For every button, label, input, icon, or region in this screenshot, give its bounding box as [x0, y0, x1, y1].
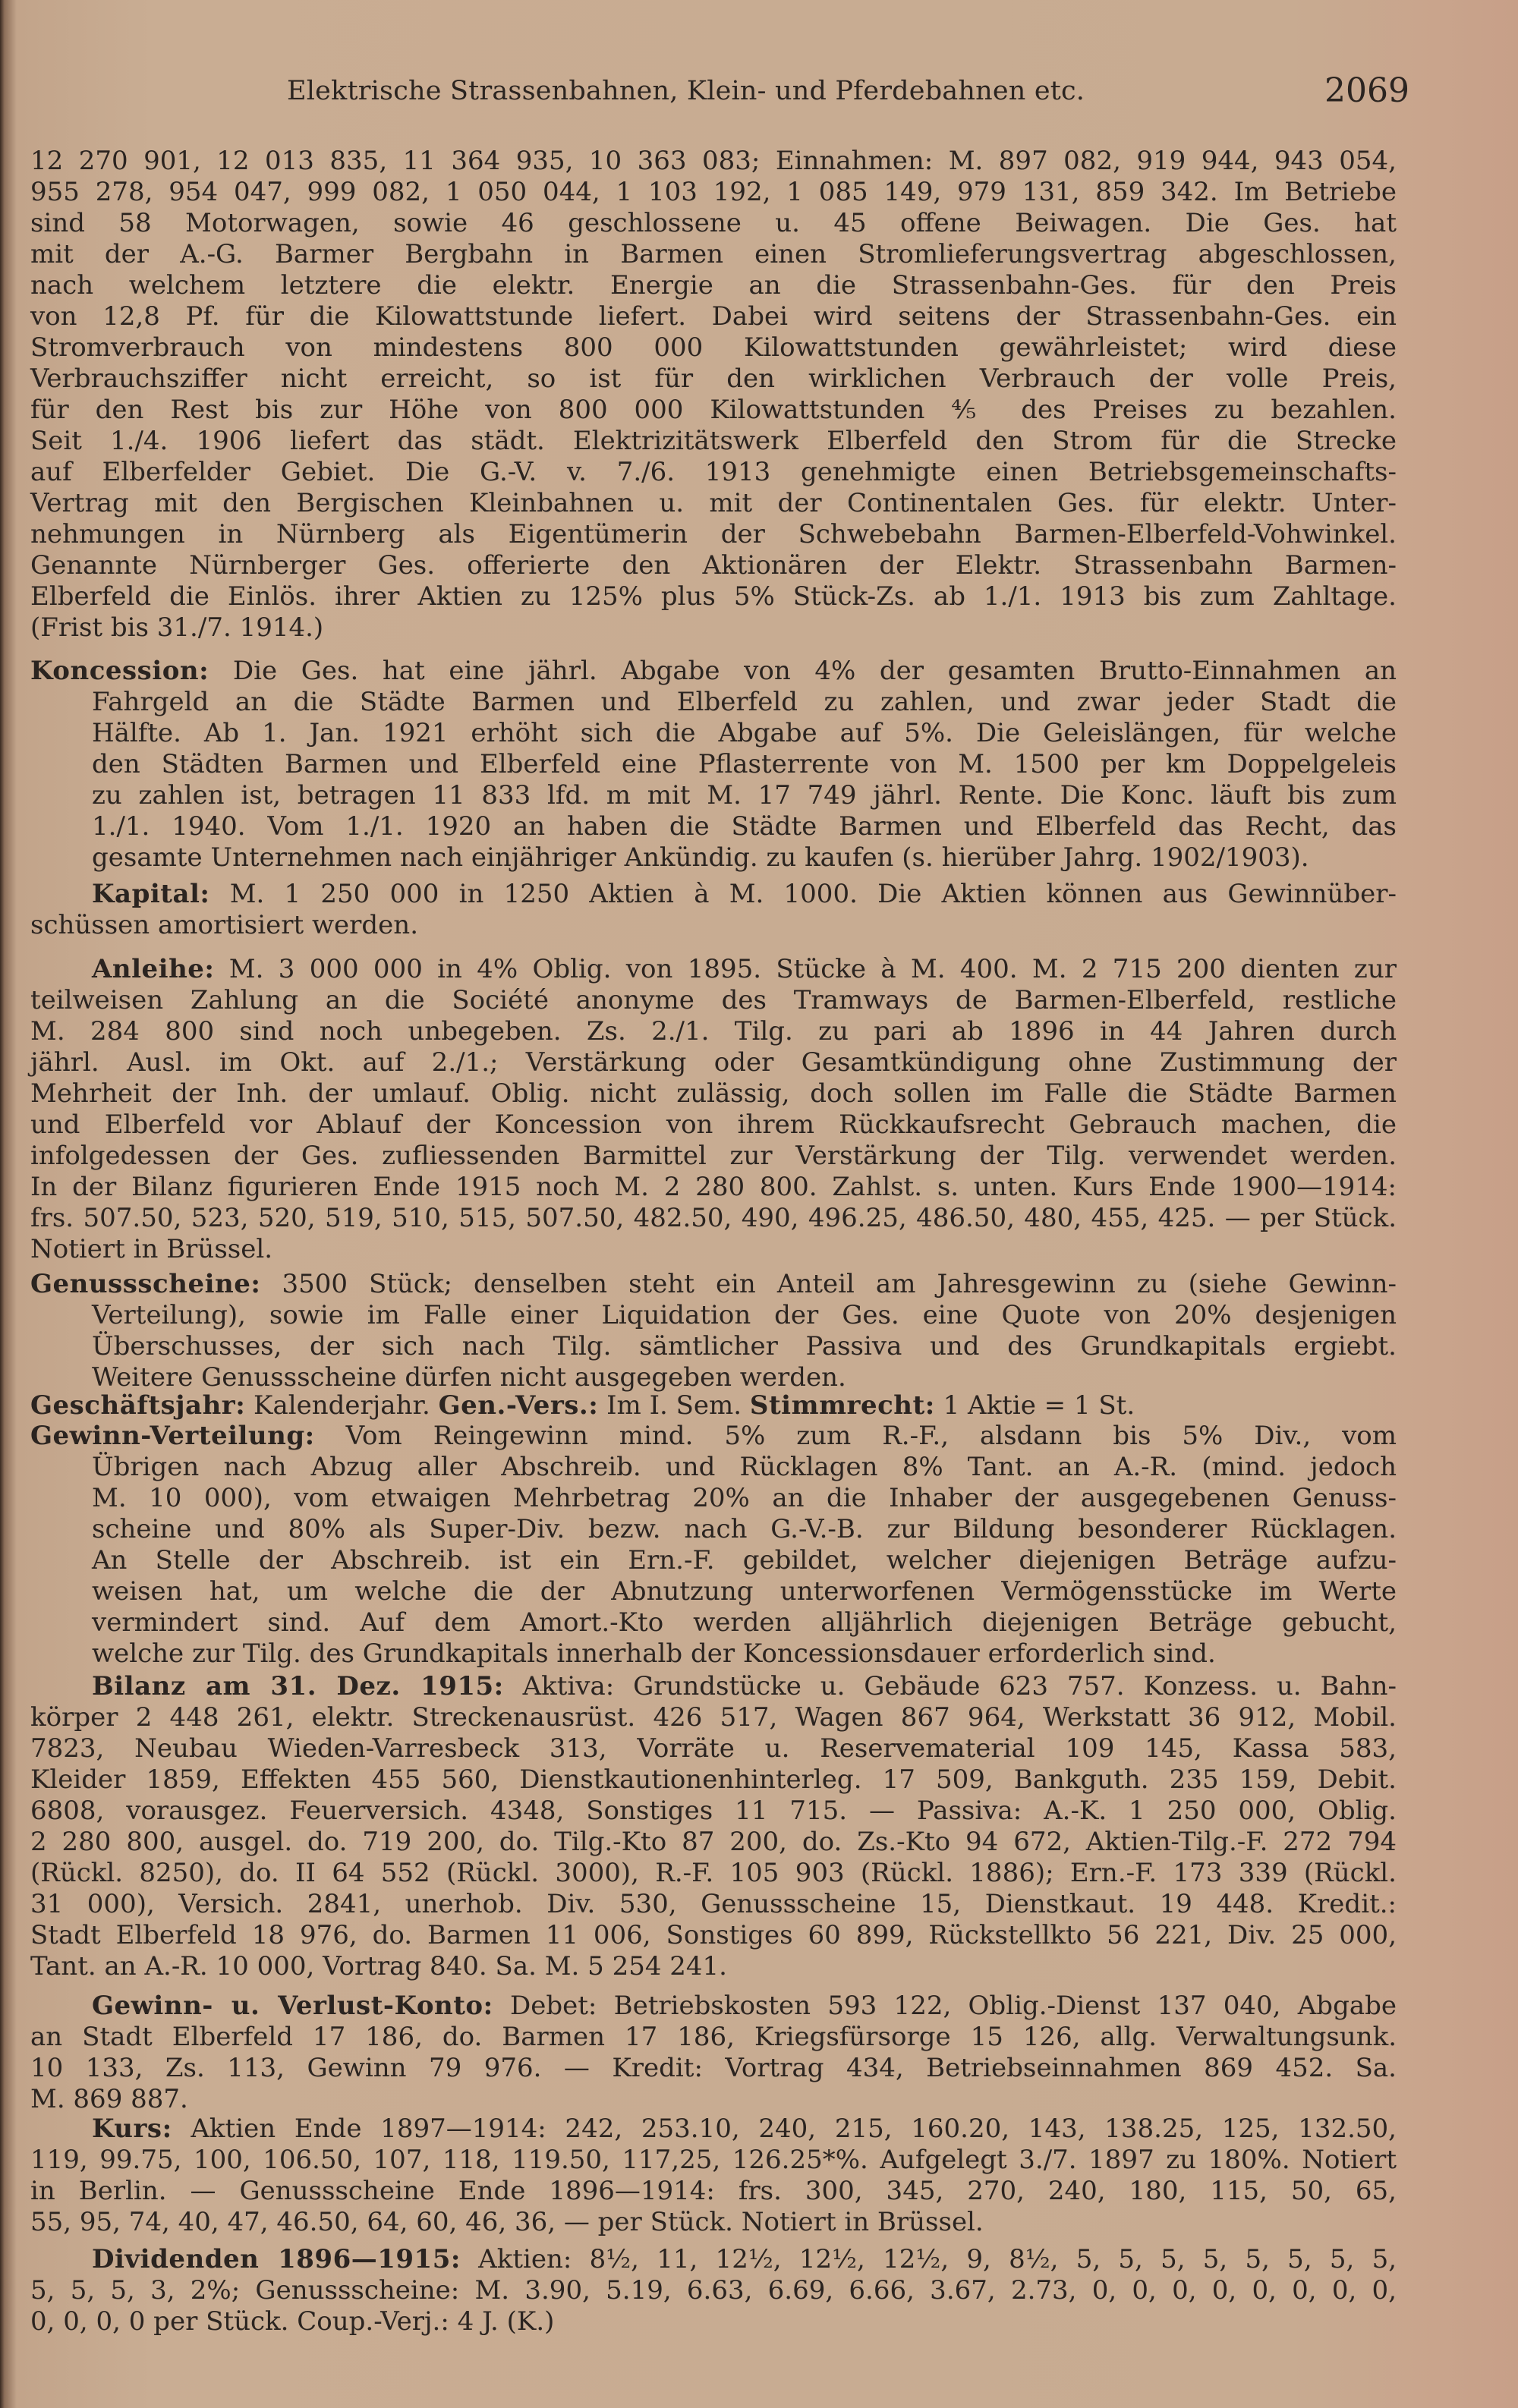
text-line [92, 718, 1397, 749]
text-line [30, 2207, 1397, 2238]
text-line [92, 954, 1397, 985]
section-label: Geschäftsjahr: [30, 1390, 246, 1421]
text-line [30, 332, 1397, 364]
text-line [30, 2145, 1397, 2176]
text-line [92, 1362, 1397, 1393]
text-run: von 12,8 Pf. für die Kilowattstunde liefert. Dabei wird seitens der Strassenbahn-Ges. ein [30, 301, 1397, 332]
text-line [92, 811, 1397, 842]
text-line [30, 1920, 1397, 1951]
text-run: 3500 Stück; denselben steht ein Anteil am Jahresgewinn zu (siehe Gewinn- [260, 1269, 1397, 1299]
text-run: 1 Aktie = 1 St. [934, 1390, 1135, 1421]
text-line [30, 1827, 1397, 1858]
text-run: In der Bilanz figurieren Ende 1915 noch M. 2 280 800. Zahlst. s. unten. Kurs Ende 1900—1914: [30, 1172, 1397, 1202]
text-line [30, 2306, 1397, 2337]
text-run: 10 133, Zs. 113, Gewinn 79 976. — Kredit: Vortrag 434, Betriebseinnahmen 869 452. Sa. [30, 2053, 1397, 2083]
text-line [92, 2244, 1397, 2275]
text-run: Vertrag mit den Bergischen Kleinbahnen u. mit der Continentalen Ges. für elektr. Unter- [30, 488, 1397, 518]
text-line [30, 2176, 1397, 2207]
section-label: Gen.-Vers.: [438, 1390, 599, 1421]
text-line [30, 1269, 1397, 1300]
page-number: 2069 [1324, 71, 1409, 110]
text-run: M. 3 000 000 in 4% Oblig. von 1895. Stücke à M. 400. M. 2 715 200 dienten zur [214, 954, 1397, 984]
text-run: Notiert in Brüssel. [30, 1234, 273, 1264]
text-run: Weitere Genussscheine dürfen nicht ausgegeben werden. [92, 1362, 846, 1393]
text-run: 1./1. 1940. Vom 1./1. 1920 an haben die Städte Barmen und Elberfeld das Recht, das [92, 811, 1397, 842]
text-run: Verteilung), sowie im Falle einer Liquidation der Ges. eine Quote von 20% desjenigen [92, 1300, 1397, 1330]
text-run: schüssen amortisiert werden. [30, 910, 419, 940]
text-line [30, 985, 1397, 1016]
section-label: Stimmrecht: [749, 1390, 935, 1421]
section-label: Gewinn-Verteilung: [30, 1421, 315, 1451]
text-run: frs. 507.50, 523, 520, 519, 510, 515, 507.50, 482.50, 490, 496.25, 486.50, 480, 455, 425. — per Stück. [30, 1203, 1397, 1233]
text-line [30, 364, 1397, 395]
text-run: Seit 1./4. 1906 liefert das städt. Elektrizitätswerk Elberfeld den Strom für die Strecke [30, 426, 1397, 456]
text-run: infolgedessen der Ges. zufliessenden Barmittel zur Verstärkung der Tilg. verwendet werden. [30, 1141, 1397, 1171]
text-run: Aktiva: Grundstücke u. Gebäude 623 757. Konzess. u. Bahn- [503, 1671, 1397, 1701]
kapital-paragraph [30, 879, 1397, 941]
text-line [92, 1576, 1397, 1607]
text-line [30, 550, 1397, 581]
text-run: den Städten Barmen und Elberfeld eine Pflasterrente von M. 1500 per km Doppelgeleis [92, 749, 1397, 779]
text-run: nehmungen in Nürnberg als Eigentümerin der Schwebebahn Barmen-Elberfeld-Vohwinkel. [30, 519, 1397, 549]
text-line [92, 1545, 1397, 1576]
section-label: Anleihe: [92, 954, 215, 984]
text-run: Debet: Betriebskosten 593 122, Oblig.-Dienst 137 040, Abgabe [493, 1991, 1397, 2021]
text-run: 2 280 800, ausgel. do. 719 200, do. Tilg.-Kto 87 200, do. Zs.-Kto 94 672, Aktien-Tilg.-F. 272 794 [30, 1827, 1397, 1857]
text-line [92, 879, 1397, 910]
text-line [92, 1514, 1397, 1545]
text-run: 55, 95, 74, 40, 47, 46.50, 64, 60, 46, 36, — per Stück. Notiert in Brüssel. [30, 2207, 984, 2237]
text-run: Elberfeld die Einlös. ihrer Aktien zu 125% plus 5% Stück-Zs. ab 1./1. 1913 bis zum Zahltage. [30, 581, 1397, 612]
text-run: für den Rest bis zur Höhe von 800 000 Kilowattstunden ⅘ des Preises zu bezahlen. [30, 395, 1397, 425]
text-line [92, 842, 1397, 873]
text-line [30, 1951, 1397, 1982]
text-run: 119, 99.75, 100, 106.50, 107, 118, 119.50, 117,25, 126.25*%. Aufgelegt 3./7. 1897 zu 180%. Notiert [30, 2145, 1397, 2175]
bilanz-paragraph [30, 1671, 1397, 1982]
text-line [30, 146, 1397, 177]
text-run: 12 270 901, 12 013 835, 11 364 935, 10 363 083; Einnahmen: M. 897 082, 919 944, 943 054, [30, 146, 1397, 176]
text-line [30, 1421, 1397, 1452]
text-line [30, 488, 1397, 519]
text-line [30, 1858, 1397, 1889]
text-run: Kleider 1859, Effekten 455 560, Dienstkautionenhinterleg. 17 509, Bankguth. 235 159, Debit. [30, 1764, 1397, 1795]
text-run: 5, 5, 5, 3, 2%; Genussscheine: M. 3.90, 5.19, 6.63, 6.69, 6.66, 3.67, 2.73, 0, 0, 0, 0, 0, 0, 0, 0, [30, 2275, 1397, 2306]
text-line [30, 581, 1397, 612]
text-run: Stromverbrauch von mindestens 800 000 Kilowattstunden gewährleistet; wird diese [30, 332, 1397, 363]
text-line [30, 910, 1397, 941]
text-line [30, 1390, 1397, 1421]
text-run: vermindert sind. Auf dem Amort.-Kto werden alljährlich diejenigen Beträge gebucht, [92, 1607, 1397, 1638]
text-line [30, 1203, 1397, 1234]
text-run: M. 1 250 000 in 1250 Aktien à M. 1000. Die Aktien können aus Gewinnüber- [209, 879, 1397, 909]
text-line [30, 301, 1397, 332]
anleihe-paragraph [30, 954, 1397, 1265]
text-line [30, 2022, 1397, 2053]
text-line [30, 1172, 1397, 1203]
text-run: 31 000), Versich. 2841, unerhob. Div. 530, Genussscheine 15, Dienstkaut. 19 448. Kredit.: [30, 1889, 1397, 1919]
text-run: Im I. Sem. [598, 1390, 750, 1421]
text-line [30, 656, 1397, 687]
text-run: 7823, Neubau Wieden-Varresbeck 313, Vorräte u. Reservematerial 109 145, Kassa 583, [30, 1733, 1397, 1764]
text-run: (Rückl. 8250), do. II 64 552 (Rückl. 3000), R.-F. 105 903 (Rückl. 1886); Ern.-F. 173 339 (Rückl. [30, 1858, 1397, 1888]
text-run: Aktien: 8½, 11, 12½, 12½, 12½, 9, 8½, 5, 5, 5, 5, 5, 5, 5, 5, [460, 2244, 1397, 2274]
text-run: nach welchem letztere die elektr. Energie an die Strassenbahn-Ges. für den Preis [30, 270, 1397, 301]
text-line [30, 457, 1397, 488]
text-run: 955 278, 954 047, 999 082, 1 050 044, 1 103 192, 1 085 149, 979 131, 859 342. Im Betriebe [30, 177, 1397, 207]
text-line [30, 1733, 1397, 1764]
text-line [30, 239, 1397, 270]
text-run: 6808, vorausgez. Feuerversich. 4348, Sonstiges 11 715. — Passiva: A.-K. 1 250 000, Oblig. [30, 1796, 1397, 1826]
text-line [92, 780, 1397, 811]
text-line [92, 749, 1397, 780]
section-label: Genussscheine: [30, 1269, 261, 1299]
section-label: Koncession: [30, 656, 209, 686]
text-line [30, 426, 1397, 457]
text-run: in Berlin. — Genussscheine Ende 1896—1914: frs. 300, 345, 270, 240, 180, 115, 50, 65, [30, 2176, 1397, 2206]
text-line [30, 1764, 1397, 1796]
section-label: Gewinn- u. Verlust-Konto: [92, 1991, 493, 2021]
text-run: Mehrheit der Inh. der umlauf. Oblig. nicht zulässig, doch sollen im Falle die Städte Barmen [30, 1078, 1397, 1109]
text-line [92, 2114, 1397, 2145]
text-line [92, 1638, 1397, 1670]
text-run: M. 284 800 sind noch unbegeben. Zs. 2./1. Tilg. zu pari ab 1896 in 44 Jahren durch [30, 1016, 1397, 1047]
text-line [30, 1016, 1397, 1047]
text-line [92, 1607, 1397, 1638]
text-run: Die Ges. hat eine jährl. Abgabe von 4% der gesamten Brutto-Einnahmen an [209, 656, 1397, 686]
text-line [92, 1300, 1397, 1331]
text-run: Kalenderjahr. [245, 1390, 439, 1421]
text-run: (Frist bis 31./7. 1914.) [30, 612, 324, 643]
text-line [30, 612, 1397, 644]
gewinn-verlust-paragraph [30, 1991, 1397, 2115]
text-run: Hälfte. Ab 1. Jan. 1921 erhöht sich die Abgabe auf 5%. Die Geleislängen, für welche [92, 718, 1397, 748]
text-run: körper 2 448 261, elektr. Streckenausrüst. 426 517, Wagen 867 964, Werkstatt 36 912, Mobil. [30, 1702, 1397, 1733]
genussscheine-paragraph [30, 1269, 1397, 1393]
text-line [30, 2084, 1397, 2115]
text-line [30, 1078, 1397, 1110]
text-line [30, 519, 1397, 550]
text-run: Aktien Ende 1897—1914: 242, 253.10, 240, 215, 160.20, 143, 138.25, 125, 132.50, [172, 2114, 1397, 2144]
text-line [30, 1234, 1397, 1265]
page-header [0, 71, 1518, 114]
text-run: Tant. an A.-R. 10 000, Vortrag 840. Sa. M. 5 254 241. [30, 1951, 727, 1981]
text-line [92, 1671, 1397, 1702]
geschaeftsjahr-paragraph [30, 1390, 1397, 1421]
text-run: Stadt Elberfeld 18 976, do. Barmen 11 006, Sonstiges 60 899, Rückstellkto 56 221, Div. 25 000, [30, 1920, 1397, 1950]
intro-paragraph [30, 146, 1397, 644]
section-label: Bilanz am 31. Dez. 1915: [92, 1671, 504, 1701]
gewinn-verteilung-paragraph [30, 1421, 1397, 1670]
text-line [30, 395, 1397, 426]
text-line [30, 1796, 1397, 1827]
text-run: An Stelle der Abschreib. ist ein Ern.-F. gebildet, welcher diejenigen Beträge aufzu- [92, 1545, 1397, 1575]
text-line [30, 2053, 1397, 2084]
text-line [30, 177, 1397, 208]
section-label: Kurs: [92, 2114, 172, 2144]
kurs-paragraph [30, 2114, 1397, 2238]
text-line [30, 1702, 1397, 1733]
text-run: Übrigen nach Abzug aller Abschreib. und Rücklagen 8% Tant. an A.-R. (mind. jedoch [92, 1452, 1397, 1482]
text-line [92, 1991, 1397, 2022]
text-run: welche zur Tilg. des Grundkapitals innerhalb der Koncessionsdauer erforderlich sind. [92, 1638, 1216, 1669]
text-run: scheine und 80% als Super-Div. bezw. nach G.-V.-B. zur Bildung besonderer Rücklagen. [92, 1514, 1397, 1544]
running-title: Elektrische Strassenbahnen, Klein- und Pferdebahnen etc. [287, 76, 1085, 106]
text-run: M. 869 887. [30, 2084, 188, 2114]
text-run: Verbrauchsziffer nicht erreicht, so ist für den wirklichen Verbrauch der volle Preis, [30, 364, 1397, 394]
text-run: Vom Reingewinn mind. 5% zum R.-F., alsdann bis 5% Div., vom [314, 1421, 1397, 1451]
text-line [30, 1110, 1397, 1141]
text-line [92, 1452, 1397, 1483]
dividenden-paragraph [30, 2244, 1397, 2337]
text-line [30, 1889, 1397, 1920]
text-line [92, 687, 1397, 718]
text-run: Fahrgeld an die Städte Barmen und Elberfeld zu zahlen, und zwar jeder Stadt die [92, 687, 1397, 717]
text-line [30, 2275, 1397, 2306]
text-run: Überschusses, der sich nach Tilg. sämtlicher Passiva und des Grundkapitals ergiebt. [92, 1331, 1397, 1361]
text-run: gesamte Unternehmen nach einjähriger Ankündig. zu kaufen (s. hierüber Jahrg. 1902/1903). [92, 842, 1309, 873]
koncession-paragraph [30, 656, 1397, 873]
text-line [30, 208, 1397, 239]
text-run: weisen hat, um welche die der Abnutzung unterworfenen Vermögensstücke im Werte [92, 1576, 1397, 1607]
text-run: an Stadt Elberfeld 17 186, do. Barmen 17 186, Kriegsfürsorge 15 126, allg. Verwaltungsunk. [30, 2022, 1397, 2052]
text-line [30, 1141, 1397, 1172]
text-run: jährl. Ausl. im Okt. auf 2./1.; Verstärkung oder Gesamtkündigung ohne Zustimmung der [30, 1047, 1397, 1078]
text-run: und Elberfeld vor Ablauf der Koncession von ihrem Rückkaufsrecht Gebrauch machen, die [30, 1110, 1397, 1140]
text-line [30, 270, 1397, 301]
text-run: M. 10 000), vom etwaigen Mehrbetrag 20% an die Inhaber der ausgegebenen Genuss- [92, 1483, 1397, 1513]
text-run: mit der A.-G. Barmer Bergbahn in Barmen einen Stromlieferungsvertrag abgeschlossen, [30, 239, 1397, 269]
text-run: auf Elberfelder Gebiet. Die G.-V. v. 7./6. 1913 genehmigte einen Betriebsgemeinschafts- [30, 457, 1397, 487]
text-line [30, 1047, 1397, 1078]
text-line [92, 1331, 1397, 1362]
text-run: teilweisen Zahlung an die Société anonyme des Tramways de Barmen-Elberfeld, restliche [30, 985, 1397, 1015]
section-label: Kapital: [92, 879, 210, 909]
text-run: sind 58 Motorwagen, sowie 46 geschlossene u. 45 offene Beiwagen. Die Ges. hat [30, 208, 1397, 238]
text-line [92, 1483, 1397, 1514]
section-label: Dividenden 1896—1915: [92, 2244, 461, 2274]
text-run: zu zahlen ist, betragen 11 833 lfd. m mit M. 17 749 jährl. Rente. Die Konc. läuft bis zum [92, 780, 1397, 811]
text-run: Genannte Nürnberger Ges. offerierte den Aktionären der Elektr. Strassenbahn Barmen- [30, 550, 1397, 581]
text-run: 0, 0, 0, 0 per Stück. Coup.-Verj.: 4 J. (K.) [30, 2306, 555, 2337]
